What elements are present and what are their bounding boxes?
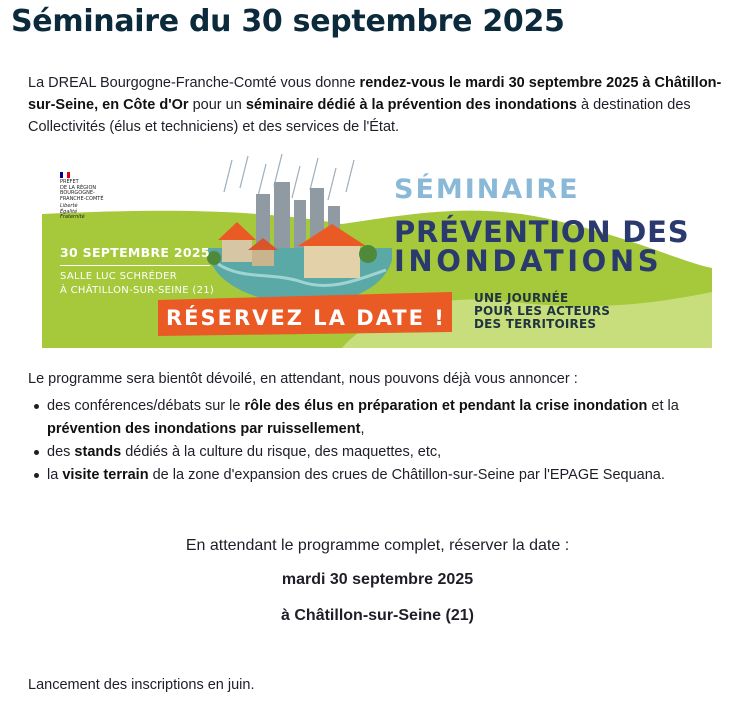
gov-line: FRANCHE-COMTÉ	[60, 195, 104, 202]
gov-line: DE LA RÉGION	[60, 184, 97, 191]
gov-motto: Égalité	[60, 208, 78, 215]
programme-intro: Le programme sera bientôt dévoilé, en attendant, nous pouvons déjà vous annoncer :	[28, 371, 578, 387]
gov-motto: Fraternité	[60, 214, 85, 220]
banner-venue-line: À CHÂTILLON-SUR-SEINE (21)	[60, 285, 215, 296]
intro-bold-1: rendez-vous le mardi 30 septembre 2025 à Châtillon-sur-Seine, en Côte d'Or	[28, 75, 722, 113]
banner-journee-line: POUR LES ACTEURS	[474, 304, 611, 318]
list-text: des	[47, 444, 75, 460]
banner-seminaire: SÉMINAIRE	[394, 174, 580, 205]
list-bold: stands	[74, 444, 122, 460]
reminder-place: à Châtillon-sur-Seine (21)	[281, 607, 474, 624]
gov-line: BOURGOGNE-	[60, 190, 95, 196]
reminder-line: En attendant le programme complet, réserver la date :	[185, 537, 570, 554]
registration-note: Lancement des inscriptions en juin.	[28, 677, 255, 693]
intro-text-2: pour un	[188, 97, 246, 113]
page-title: Séminaire du 30 septembre 2025	[11, 4, 565, 39]
programme-list	[28, 395, 728, 487]
banner-journee-line: UNE JOURNÉE	[474, 291, 569, 305]
list-text: dédiés à la culture du risque, des maquettes, etc,	[121, 444, 442, 460]
list-text: de la zone d'expansion des crues de Châtillon-sur-Seine par l'EPAGE Sequana.	[148, 467, 665, 483]
french-flag-icon	[60, 172, 70, 178]
banner-reservez: RÉSERVEZ LA DATE !	[166, 306, 446, 330]
intro-text-1: La DREAL Bourgogne-Franche-Comté vous donne	[28, 75, 360, 91]
banner-journee-line: DES TERRITOIRES	[474, 317, 597, 331]
reminder-date: mardi 30 septembre 2025	[281, 571, 474, 588]
banner-inondations: INONDATIONS	[394, 244, 663, 278]
list-bold: visite terrain	[62, 467, 149, 483]
intro-bold-2: séminaire dédié à la prévention des inondations	[245, 97, 577, 113]
banner-venue-line: SALLE LUC SCHRÉDER	[60, 271, 178, 282]
banner-venue	[60, 270, 214, 298]
gov-motto: Liberté	[60, 203, 78, 209]
gov-line: PRÉFET	[60, 179, 79, 185]
intro-text-3: à destination des Collectivités (élus et techniciens) et des services de l'État.	[28, 97, 691, 135]
list-text: et la	[647, 398, 679, 414]
list-text: ,	[360, 421, 365, 437]
list-text: la	[47, 467, 63, 483]
list-item	[28, 441, 728, 464]
list-item	[28, 395, 728, 441]
banner-date: 30 SEPTEMBRE 2025	[60, 245, 210, 260]
seminar-banner	[42, 152, 712, 348]
government-logo	[60, 172, 120, 221]
intro-paragraph	[28, 72, 733, 138]
list-bold: rôle des élus en préparation et pendant la crise inondation	[244, 398, 648, 414]
banner-journee	[474, 292, 610, 331]
list-text: des conférences/débats sur le	[47, 398, 245, 414]
list-bold: prévention des inondations par ruissellement	[47, 421, 361, 437]
banner-divider	[60, 265, 210, 266]
list-item	[28, 464, 728, 487]
banner-prevention: PRÉVENTION DES	[394, 215, 690, 249]
